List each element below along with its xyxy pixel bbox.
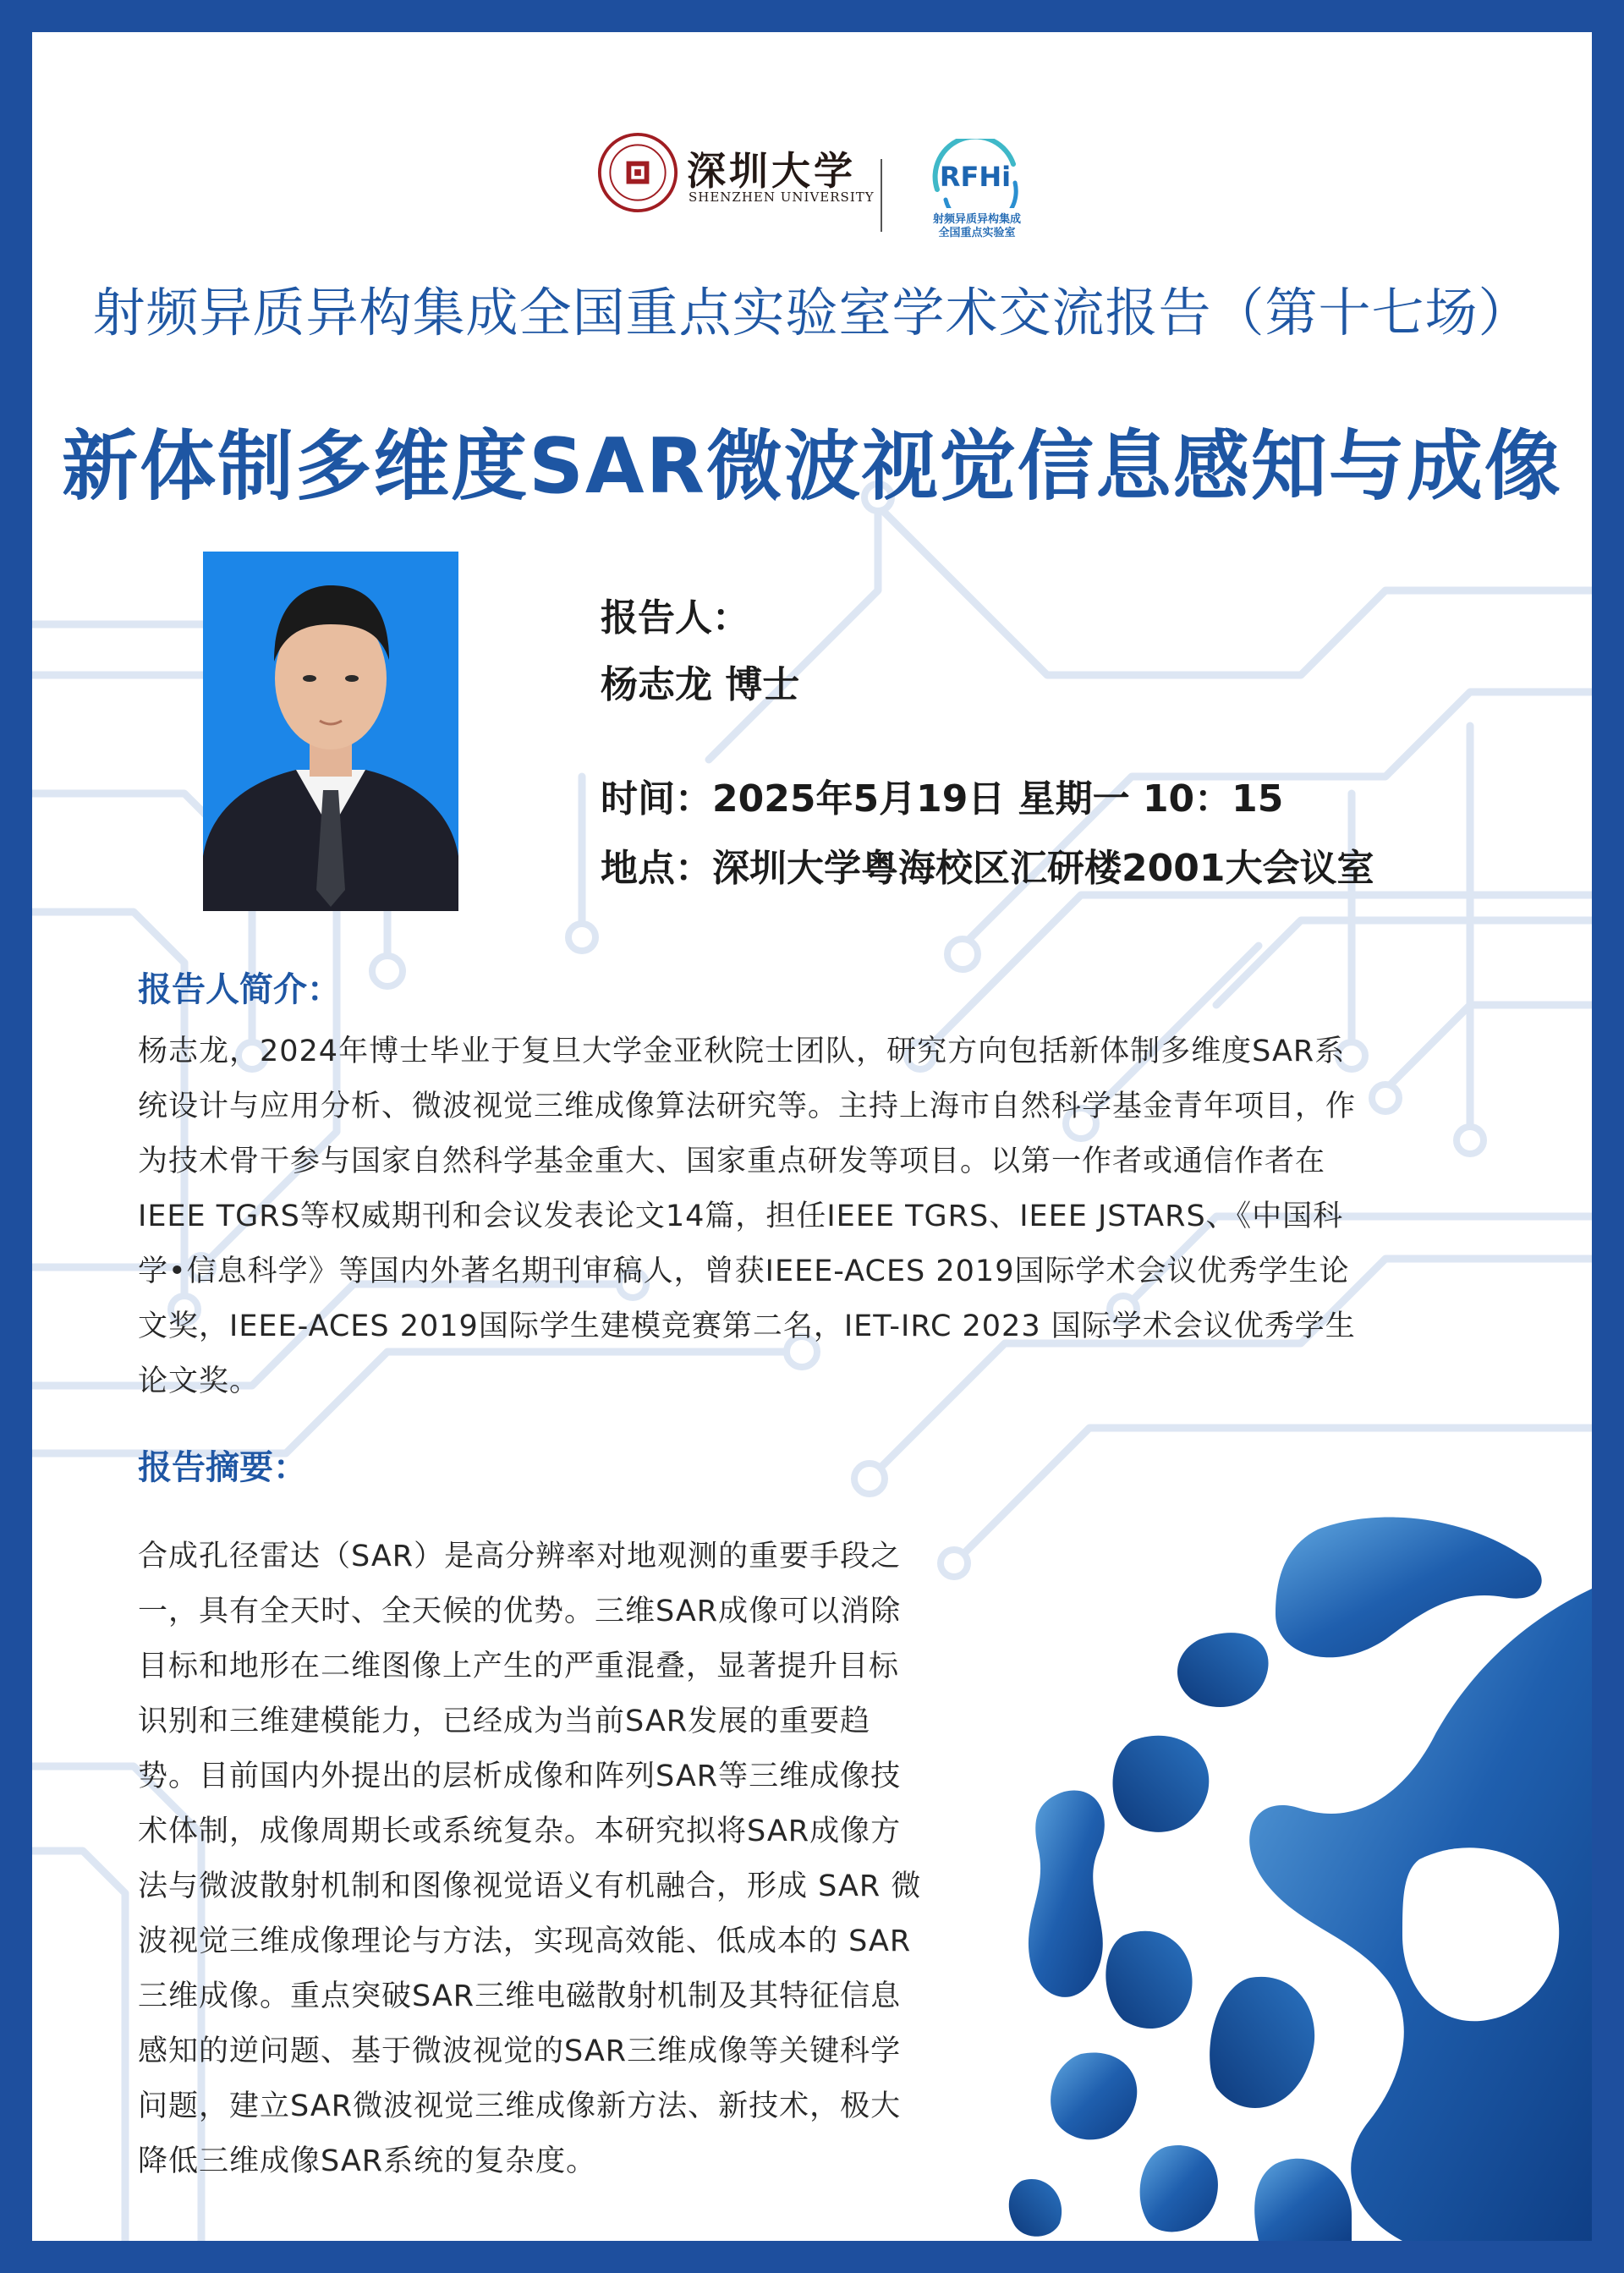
series-title: 射频异质异构集成全国重点实验室学术交流报告（第十七场） — [92, 282, 1532, 343]
abstract-line: 法与微波散射机制和图像视觉语义有机融合，形成 SAR 微 — [138, 1869, 922, 1903]
logo-divider — [881, 159, 882, 232]
abstract-line: 目标和地形在二维图像上产生的严重混叠，显著提升目标 — [138, 1650, 900, 1683]
abstract-line: 波视觉三维成像理论与方法，实现高效能、低成本的 SAR — [138, 1924, 912, 1958]
university-name-en: SHENZHEN UNIVERSITY — [689, 189, 875, 205]
speaker-label: 报告人： — [601, 596, 749, 640]
event-place: 地点：深圳大学粤海校区汇研楼2001大会议室 — [601, 847, 1374, 890]
abstract-line: 问题，建立SAR微波视觉三维成像新方法、新技术，极大 — [138, 2089, 902, 2123]
bio-line: 为技术骨干参与国家自然科学基金重大、国家重点研发等项目。以第一作者或通信作者在 — [138, 1145, 1326, 1178]
speaker-name: 杨志龙 博士 — [601, 663, 800, 706]
bio-line: 杨志龙，2024年博士毕业于复旦大学金亚秋院士团队，研究方向包括新体制多维度SAR系 — [138, 1035, 1346, 1068]
speaker-portrait — [203, 552, 458, 911]
bio-paragraph — [138, 1024, 1483, 1409]
abstract-line: 势。目前国内外提出的层析成像和阵列SAR等三维成像技 — [138, 1760, 902, 1793]
bio-line: 论文奖。 — [138, 1364, 261, 1398]
rfhi-logo-icon — [920, 139, 1030, 208]
logo-row — [32, 91, 1592, 239]
abstract-line: 术体制，成像周期长或系统复杂。本研究拟将SAR成像方 — [138, 1815, 902, 1848]
bio-line: 统设计与应用分析、微波视觉三维成像算法研究等。主持上海市自然科学基金青年项目，作 — [138, 1090, 1357, 1123]
bio-line: IEEE TGRS等权威期刊和会议发表论文14篇，担任IEEE TGRS、IEEE JSTARS、《中国科 — [138, 1200, 1344, 1233]
bio-line: 文奖，IEEE-ACES 2019国际学生建模竞赛第二名，IET-IRC 2023 国际学术会议优秀学生 — [138, 1309, 1356, 1343]
event-time: 时间：2025年5月19日 星期一 10：15 — [601, 777, 1284, 821]
university-name-cn: 深圳大学 — [687, 148, 856, 194]
rfhi-logo-text: RFHi — [939, 161, 1012, 193]
abstract-line: 一，具有全天时、全天候的优势。三维SAR成像可以消除 — [138, 1595, 902, 1628]
abstract-line: 感知的逆问题、基于微波视觉的SAR三维成像等关键科学 — [138, 2034, 902, 2068]
abstract-line: 识别和三维建模能力，已经成为当前SAR发展的重要趋 — [138, 1705, 871, 1738]
shenzhen-university-seal-icon — [597, 132, 678, 213]
main-title: 新体制多维度SAR微波视觉信息感知与成像 — [62, 422, 1562, 511]
abstract-heading: 报告摘要： — [138, 1448, 307, 1487]
abstract-line: 三维成像。重点突破SAR三维电磁散射机制及其特征信息 — [138, 1979, 902, 2013]
lab-name-line1: 射频异质异构集成 — [932, 213, 1021, 226]
abstract-line: 降低三维成像SAR系统的复杂度。 — [138, 2144, 597, 2178]
abstract-line: 合成孔径雷达（SAR）是高分辨率对地观测的重要手段之 — [138, 1540, 902, 1573]
poster — [32, 32, 1592, 2241]
lab-name-line2: 全国重点实验室 — [938, 227, 1016, 239]
abstract-paragraph — [138, 1529, 1026, 2189]
bio-heading: 报告人简介： — [138, 970, 341, 1009]
bio-line: 学•信息科学》等国内外著名期刊审稿人，曾获IEEE-ACES 2019国际学术会议优秀学生论 — [138, 1255, 1350, 1288]
